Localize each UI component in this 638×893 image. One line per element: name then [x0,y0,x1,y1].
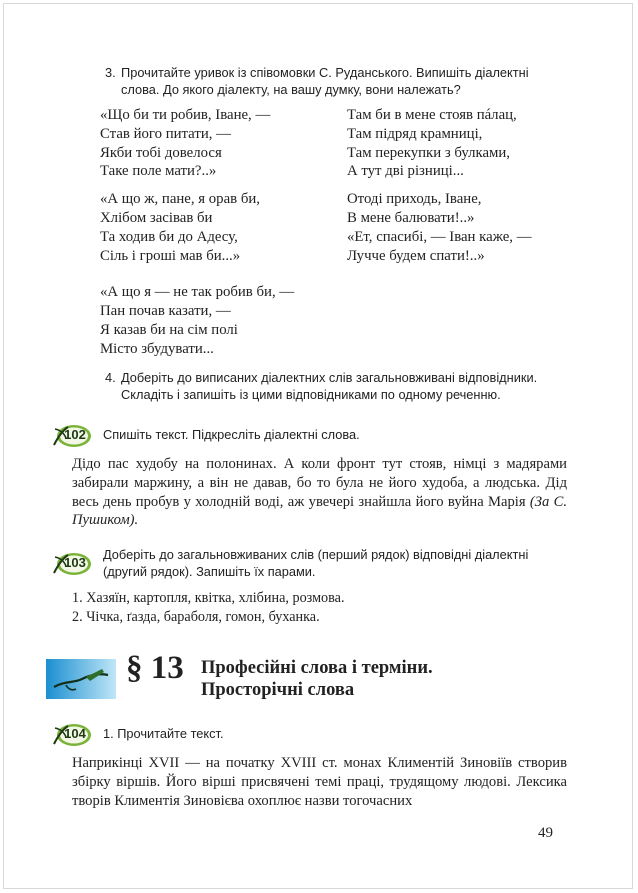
section-logo [46,659,116,699]
poem-right-column [347,106,532,274]
task-4 [105,369,567,403]
exercise-102-body: Дідо пас худобу на полонинах. А коли фронт тут стояв, німці з мадярами забирали маржину, а він не давав, бо то була не його худоба, а людська. Дід весь день пробув у холодній воді, аж увечері знайшла його вуйна Марія [72,456,567,510]
task-3-text: Прочитайте уривок із співомовки С. Руданського. Випишіть діалектні слова. До якого діалекту, на вашу думку, вони належать? [121,65,529,97]
poem-stanza [347,106,532,181]
poem-line: Лучче будем спати!..» [347,247,485,264]
poem-line: Місто збудувати... [100,340,214,357]
task-3-number: 3. [105,65,116,80]
poem-line: Там підряд крамниці, [347,125,483,142]
poem-line: «А що ж, пане, я орав би, [100,191,260,208]
exercise-badge-102 [52,421,92,451]
writing-hand-icon [46,659,116,699]
exercise-badge-103 [52,549,92,579]
poem-line: Я казав би на сім полі [100,321,238,338]
poem-stanza [347,190,532,265]
exercise-104-text [72,754,567,810]
exercise-104-instruction: 1. Прочитайте текст. [103,726,224,741]
poem-line: Отоді приходь, Іване, [347,191,482,208]
poem-stanza [100,283,294,358]
exercise-badge-104 [52,720,92,750]
poem-line: Хлібом засівав би [100,209,213,226]
poem-line: Якби тобі довелося [100,144,222,161]
section-title-line: Професійні слова і терміни. [201,658,433,678]
exercise-number: 103 [64,555,86,570]
poem-line: А тут дві різниці... [347,163,464,180]
poem-line: Там перекупки з булками, [347,144,511,161]
page-number: 49 [538,825,553,841]
exercise-104-body: Наприкінці XVII — на початку XVIII ст. монах Климентій Зиновіїв створив збірку віршів. Його вірші присвячені темі праці, трудящому людові. Лексика творів Климентія Зиновієва охоплює назви тогочасних [72,755,567,809]
exercise-number: 104 [64,726,86,741]
list-item: 1. Хазяїн, картопля, квітка, хлібина, розмова. [72,590,345,606]
exercise-number: 102 [64,427,86,442]
poem-line: Таке поле мати?..» [100,163,217,180]
poem-line: «Що би ти робив, Іване, — [100,107,271,123]
poem-line: «Ет, спасибі, — Іван каже, — [347,228,532,245]
exercise-102-instruction: Спишіть текст. Підкресліть діалектні слова. [103,427,360,442]
poem-line: Пан почав казати, — [100,303,231,320]
exercise-102-text [72,455,567,530]
list-item: 2. Чічка, ґазда, бараболя, гомон, буханка. [72,608,320,625]
poem-line: В мене балювати!..» [347,209,475,226]
poem-stanza [100,190,294,265]
poem-line: «А що я — не так робив би, — [100,284,295,301]
exercise-103-list [72,589,567,627]
section-mark: § 13 [126,650,184,686]
exercise-103-instruction: Доберіть до загальновживаних слів (перший рядок) відповідні діалектні (другий рядок). Запишіть їх парами. [103,547,529,579]
task-4-text: Доберіть до виписаних діалектних слів загальновживані відповідники. Складіть і запишіть із цими відповідниками по одному реченню. [121,370,538,402]
exercise-102-source: (За С. Пушиком). [72,493,567,529]
task-3 [105,64,567,98]
task-4-number: 4. [105,370,116,385]
poem-stanza [100,106,294,181]
section-title [201,657,433,701]
poem-line: Там би в мене стояв пáлац, [347,107,517,123]
poem-left-column [100,106,294,368]
poem-line: Сіль і гроші мав би...» [100,247,241,264]
section-title-line: Просторічні слова [201,680,355,700]
poem-line: Та ходив би до Адесу, [100,228,238,245]
poem-line: Став його питати, — [100,125,231,142]
